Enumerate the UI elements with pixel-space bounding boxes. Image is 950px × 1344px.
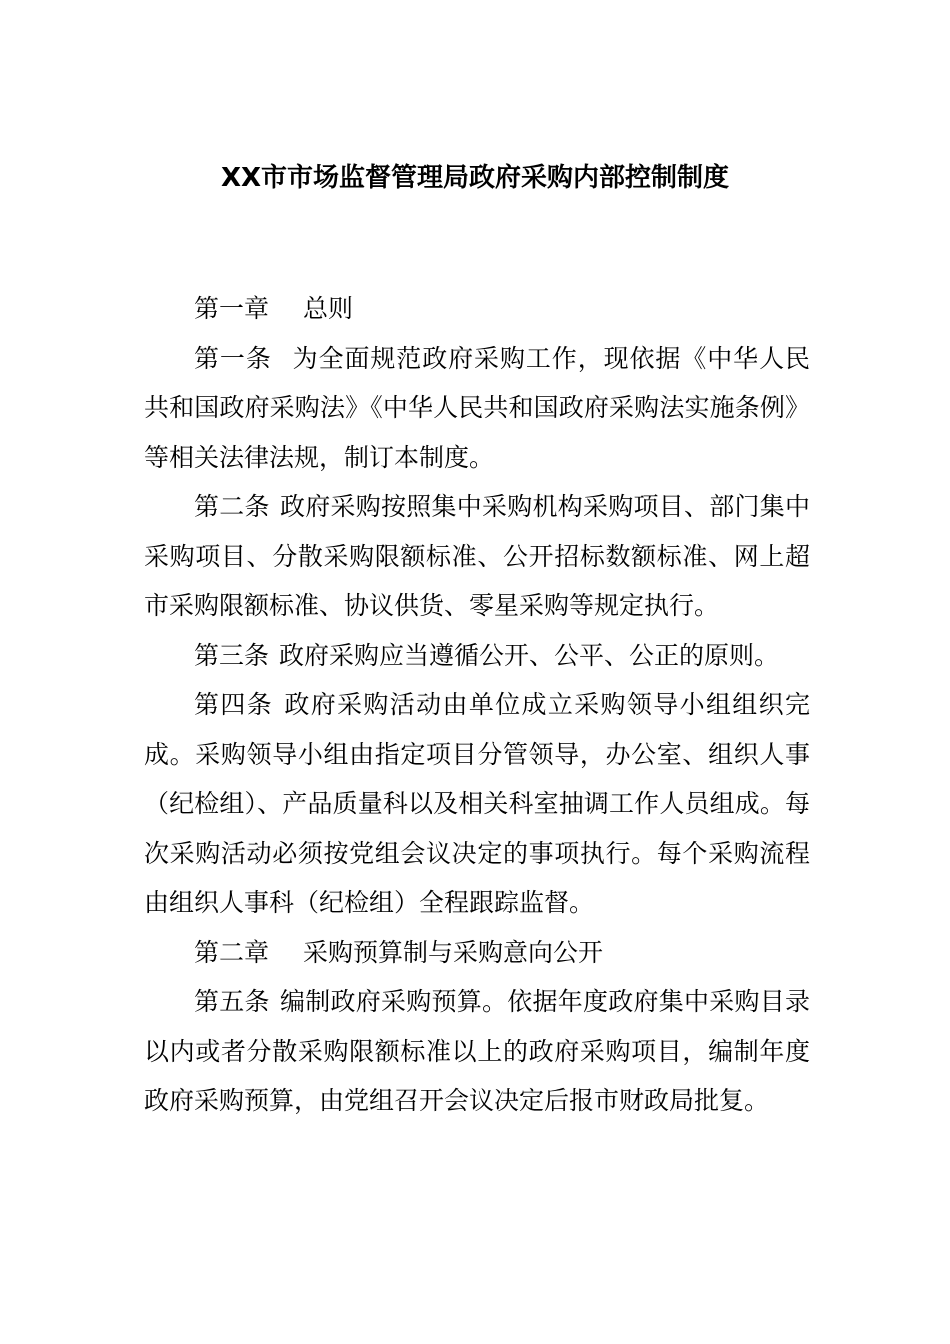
- chapter-heading: [144, 928, 810, 978]
- article-number: 第三条: [194, 640, 270, 670]
- article-paragraph: [144, 977, 810, 1126]
- article-text: 政府采购应当遵循公开、公平、公正的原则。: [279, 640, 780, 670]
- article-number: 第二条: [194, 492, 270, 521]
- article-paragraph: [144, 680, 810, 928]
- chapter-number: 第一章: [194, 294, 270, 323]
- article-number: 第一条: [194, 343, 272, 373]
- article-text: 编制政府采购预算。依据年度政府集中采购目录以内或者分散采购限额标准以上的政府采购项目，编制年度政府采购预算，由党组召开会议决定后报市财政局批复。: [144, 987, 810, 1115]
- article-paragraph: [144, 334, 810, 483]
- chapter-title: 采购预算制与采购意向公开: [303, 937, 604, 967]
- document-body: [144, 284, 810, 1126]
- article-text: 政府采购按照集中采购机构采购项目、部门集中采购项目、分散采购限额标准、公开招标数额标准、网上超市采购限额标准、协议供货、零星采购等规定执行。: [144, 492, 810, 620]
- article-number: 第五条: [194, 987, 270, 1016]
- document-title: XX市市场监督管理局政府采购内部控制制度: [220, 163, 730, 193]
- chapter-heading: [144, 284, 810, 334]
- chapter-number: 第二章: [194, 937, 270, 967]
- article-number: 第四条: [194, 690, 274, 719]
- article-paragraph: [144, 482, 810, 631]
- article-text: 政府采购活动由单位成立采购领导小组组织完成。采购领导小组由指定项目分管领导，办公室、组织人事（纪检组）、产品质量科以及相关科室抽调工作人员组成。每次采购活动必须按党组会议决定的事项执行。每个采购流程由组织人事科（纪检组）全程跟踪监督。: [144, 690, 810, 917]
- article-paragraph: [144, 631, 810, 681]
- article-text: 为全面规范政府采购工作，现依据《中华人民共和国政府采购法》《中华人民共和国政府采购法实施条例》等相关法律法规，制订本制度。: [144, 343, 810, 472]
- chapter-title: 总则: [303, 294, 354, 323]
